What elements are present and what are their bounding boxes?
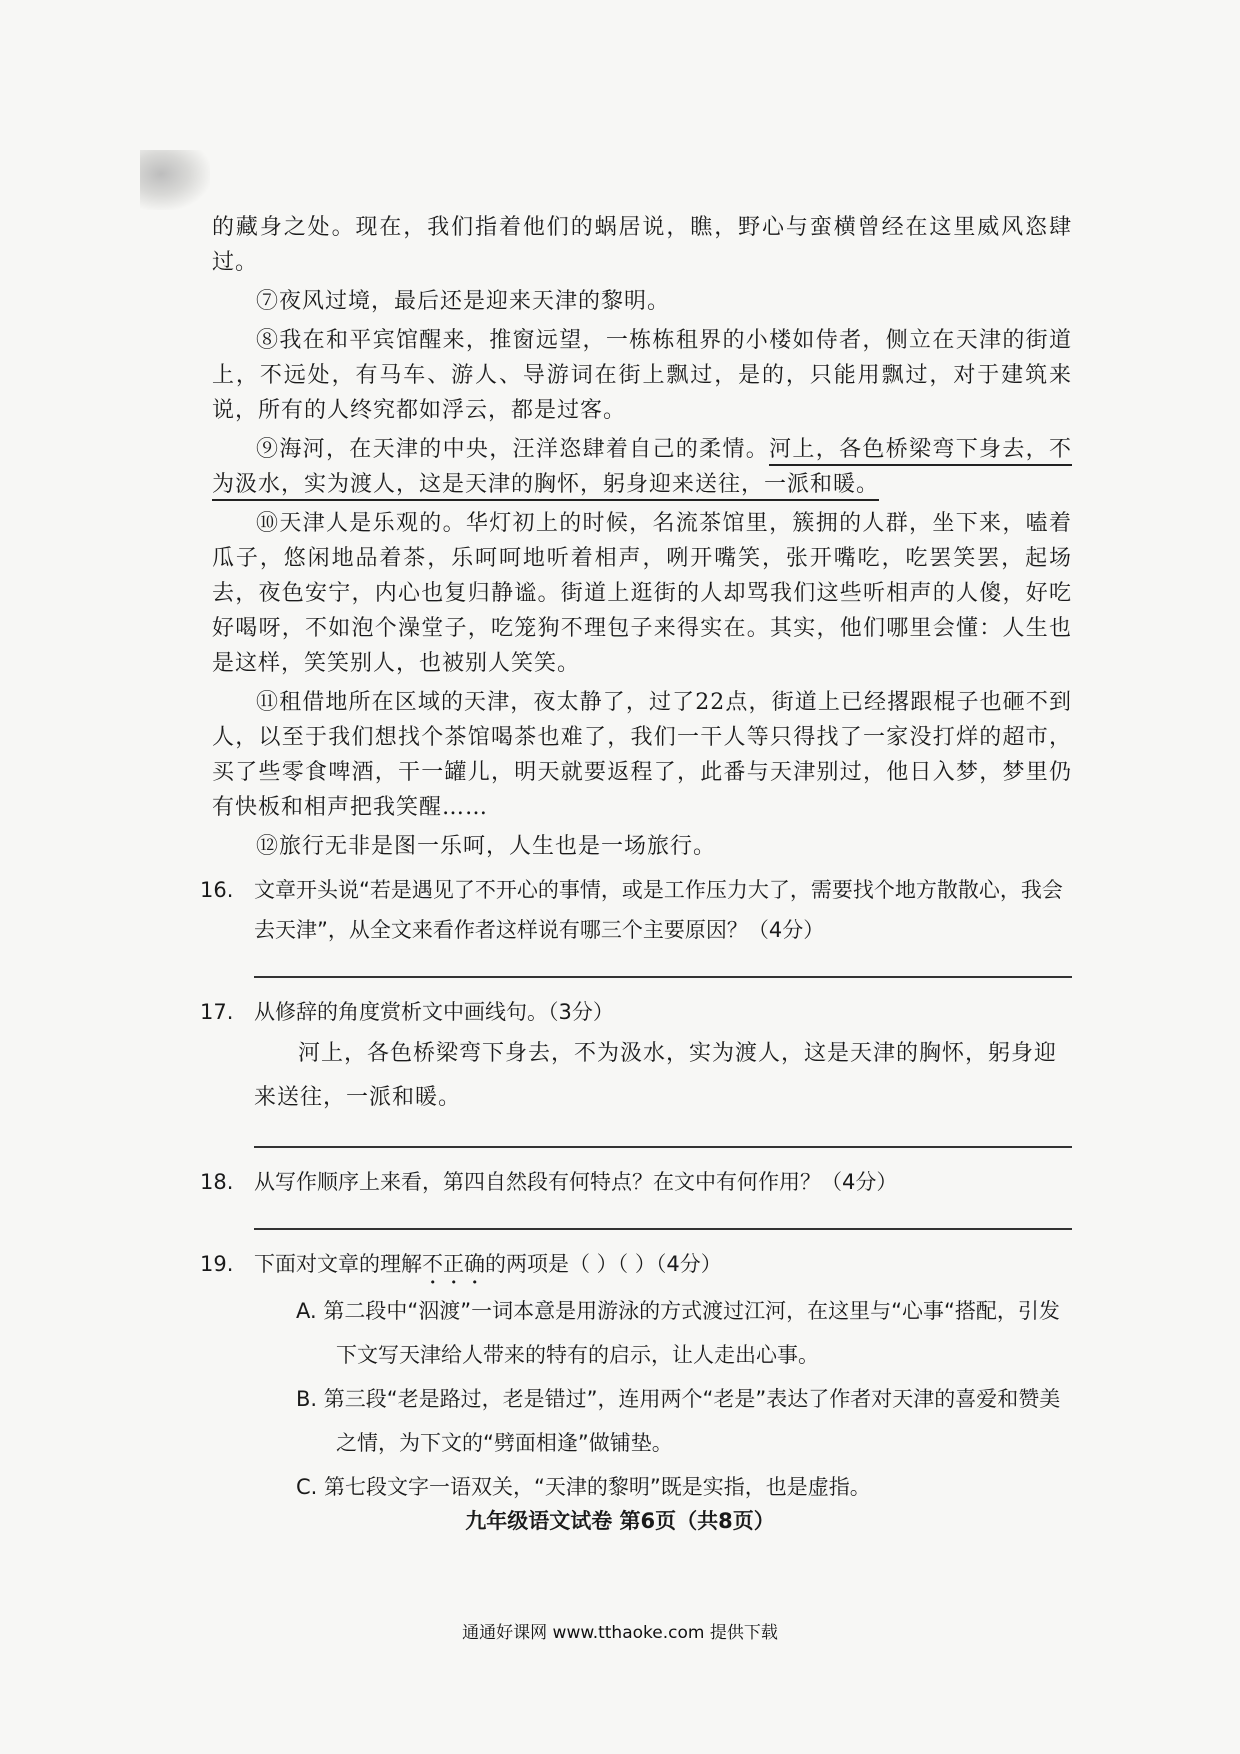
question-text: 从修辞的角度赏析文中画线句。（3分） [254,1000,614,1024]
emphasized-text: 不正确 [422,1252,485,1276]
option-a: A. 第二段中“泅渡”一词本意是用游泳的方式渡过江河，在这里与“心事“搭配，引发下文写天津给人带来的特有的启示，让人走出心事。 [296,1299,1060,1367]
question-text: 文章开头说“若是遇见了不开心的事情，或是工作压力大了，需要找个地方散散心，我会去天津”，从全文来看作者这样说有哪三个主要原因？（4分） [254,878,1063,942]
exam-page [200,210,1072,1509]
paragraph-12: ⑫旅行无非是图一乐呵，人生也是一场旅行。 [256,834,717,859]
paragraph-9 [212,432,1072,502]
page-footer: 九年级语文试卷 第6页（共8页） [465,1509,775,1533]
paragraph-10: ⑩天津人是乐观的。华灯初上的时候，名流茶馆里，簇拥的人群，坐下来，嗑着瓜子，悠闲地品着茶，乐呵呵地听着相声，咧开嘴笑，张开嘴吃，吃罢笑罢，起场去，夜色安宁，内心也复归静谧。街道上逛街的人却骂我们这些听相声的人傻，好吃好喝呀，不如泡个澡堂子，吃笼狗不理包子来得实在。其实，他们哪里会懂：人生也是这样，笑笑别人，也被别人笑笑。 [212,511,1072,676]
question-number: 18. [200,1170,234,1194]
paragraph-6-tail: 的藏身之处。现在，我们指着他们的蜗居说，瞧，野心与蛮横曾经在这里威风恣肆过。 [212,215,1072,275]
question-18 [200,1162,1072,1202]
option-b: B. 第三段“老是路过，老是错过”，连用两个“老是”表达了作者对天津的喜爱和赞美之情，为下文的“劈面相逢”做铺垫。 [296,1387,1061,1455]
paragraph-9-plain: ⑨海河，在天津的中央，汪洋恣肆着自己的柔情。 [256,437,770,462]
paragraph-11: ⑪租借地所在区域的天津，夜太静了，过了22点，街道上已经撂跟棍子也砸不到人，以至于我们想找个茶馆喝茶也难了，我们一干人等只得找了一家没打烊的超市，买了些零食啤酒，干一罐儿，明天就要返程了，此番与天津别过，他日入梦，梦里仍有快板和相声把我笑醒…… [212,690,1072,820]
question-number: 17. [200,1000,234,1024]
question-number: 16. [200,878,234,902]
question-number: 19. [200,1252,234,1276]
question-text: 从写作顺序上来看，第四自然段有何特点？在文中有何作用？（4分） [254,1170,898,1194]
paragraph-8: ⑧我在和平宾馆醒来，推窗远望，一栋栋租界的小楼如侍者，侧立在天津的街道上，不远处，有马车、游人、导游词在街上飘过，是的，只能用飘过，对于建筑来说，所有的人终究都如浮云，都是过客。 [212,328,1072,423]
question-19 [200,1244,1072,1289]
download-watermark: 通通好课网 www.tthaoke.com 提供下载 [462,1623,778,1643]
option-c: C. 第七段文字一语双关，“天津的黎明”既是实指，也是虚指。 [296,1475,871,1499]
answer-line-18[interactable] [254,1202,1072,1230]
question-16 [200,870,1072,950]
paragraph-7: ⑦夜风过境，最后还是迎来天津的黎明。 [256,289,671,314]
underlined-sentence: 河上，各色桥梁弯下身去，不为汲水，实为渡人，这是天津的胸怀，躬身迎来送往，一派和暖。 [212,437,1072,501]
answer-line-16[interactable] [254,950,1072,978]
question-text-after: 的两项是（ ）（ ）（4分） [485,1252,722,1276]
scan-shadow [140,150,210,210]
question-17 [200,992,1072,1032]
quoted-sentence: 河上，各色桥梁弯下身去，不为汲水，实为渡人，这是天津的胸怀，躬身迎来送往，一派和暖。 [254,1041,1058,1110]
answer-line-17[interactable] [254,1120,1072,1148]
question-text-before: 下面对文章的理解 [254,1252,422,1276]
